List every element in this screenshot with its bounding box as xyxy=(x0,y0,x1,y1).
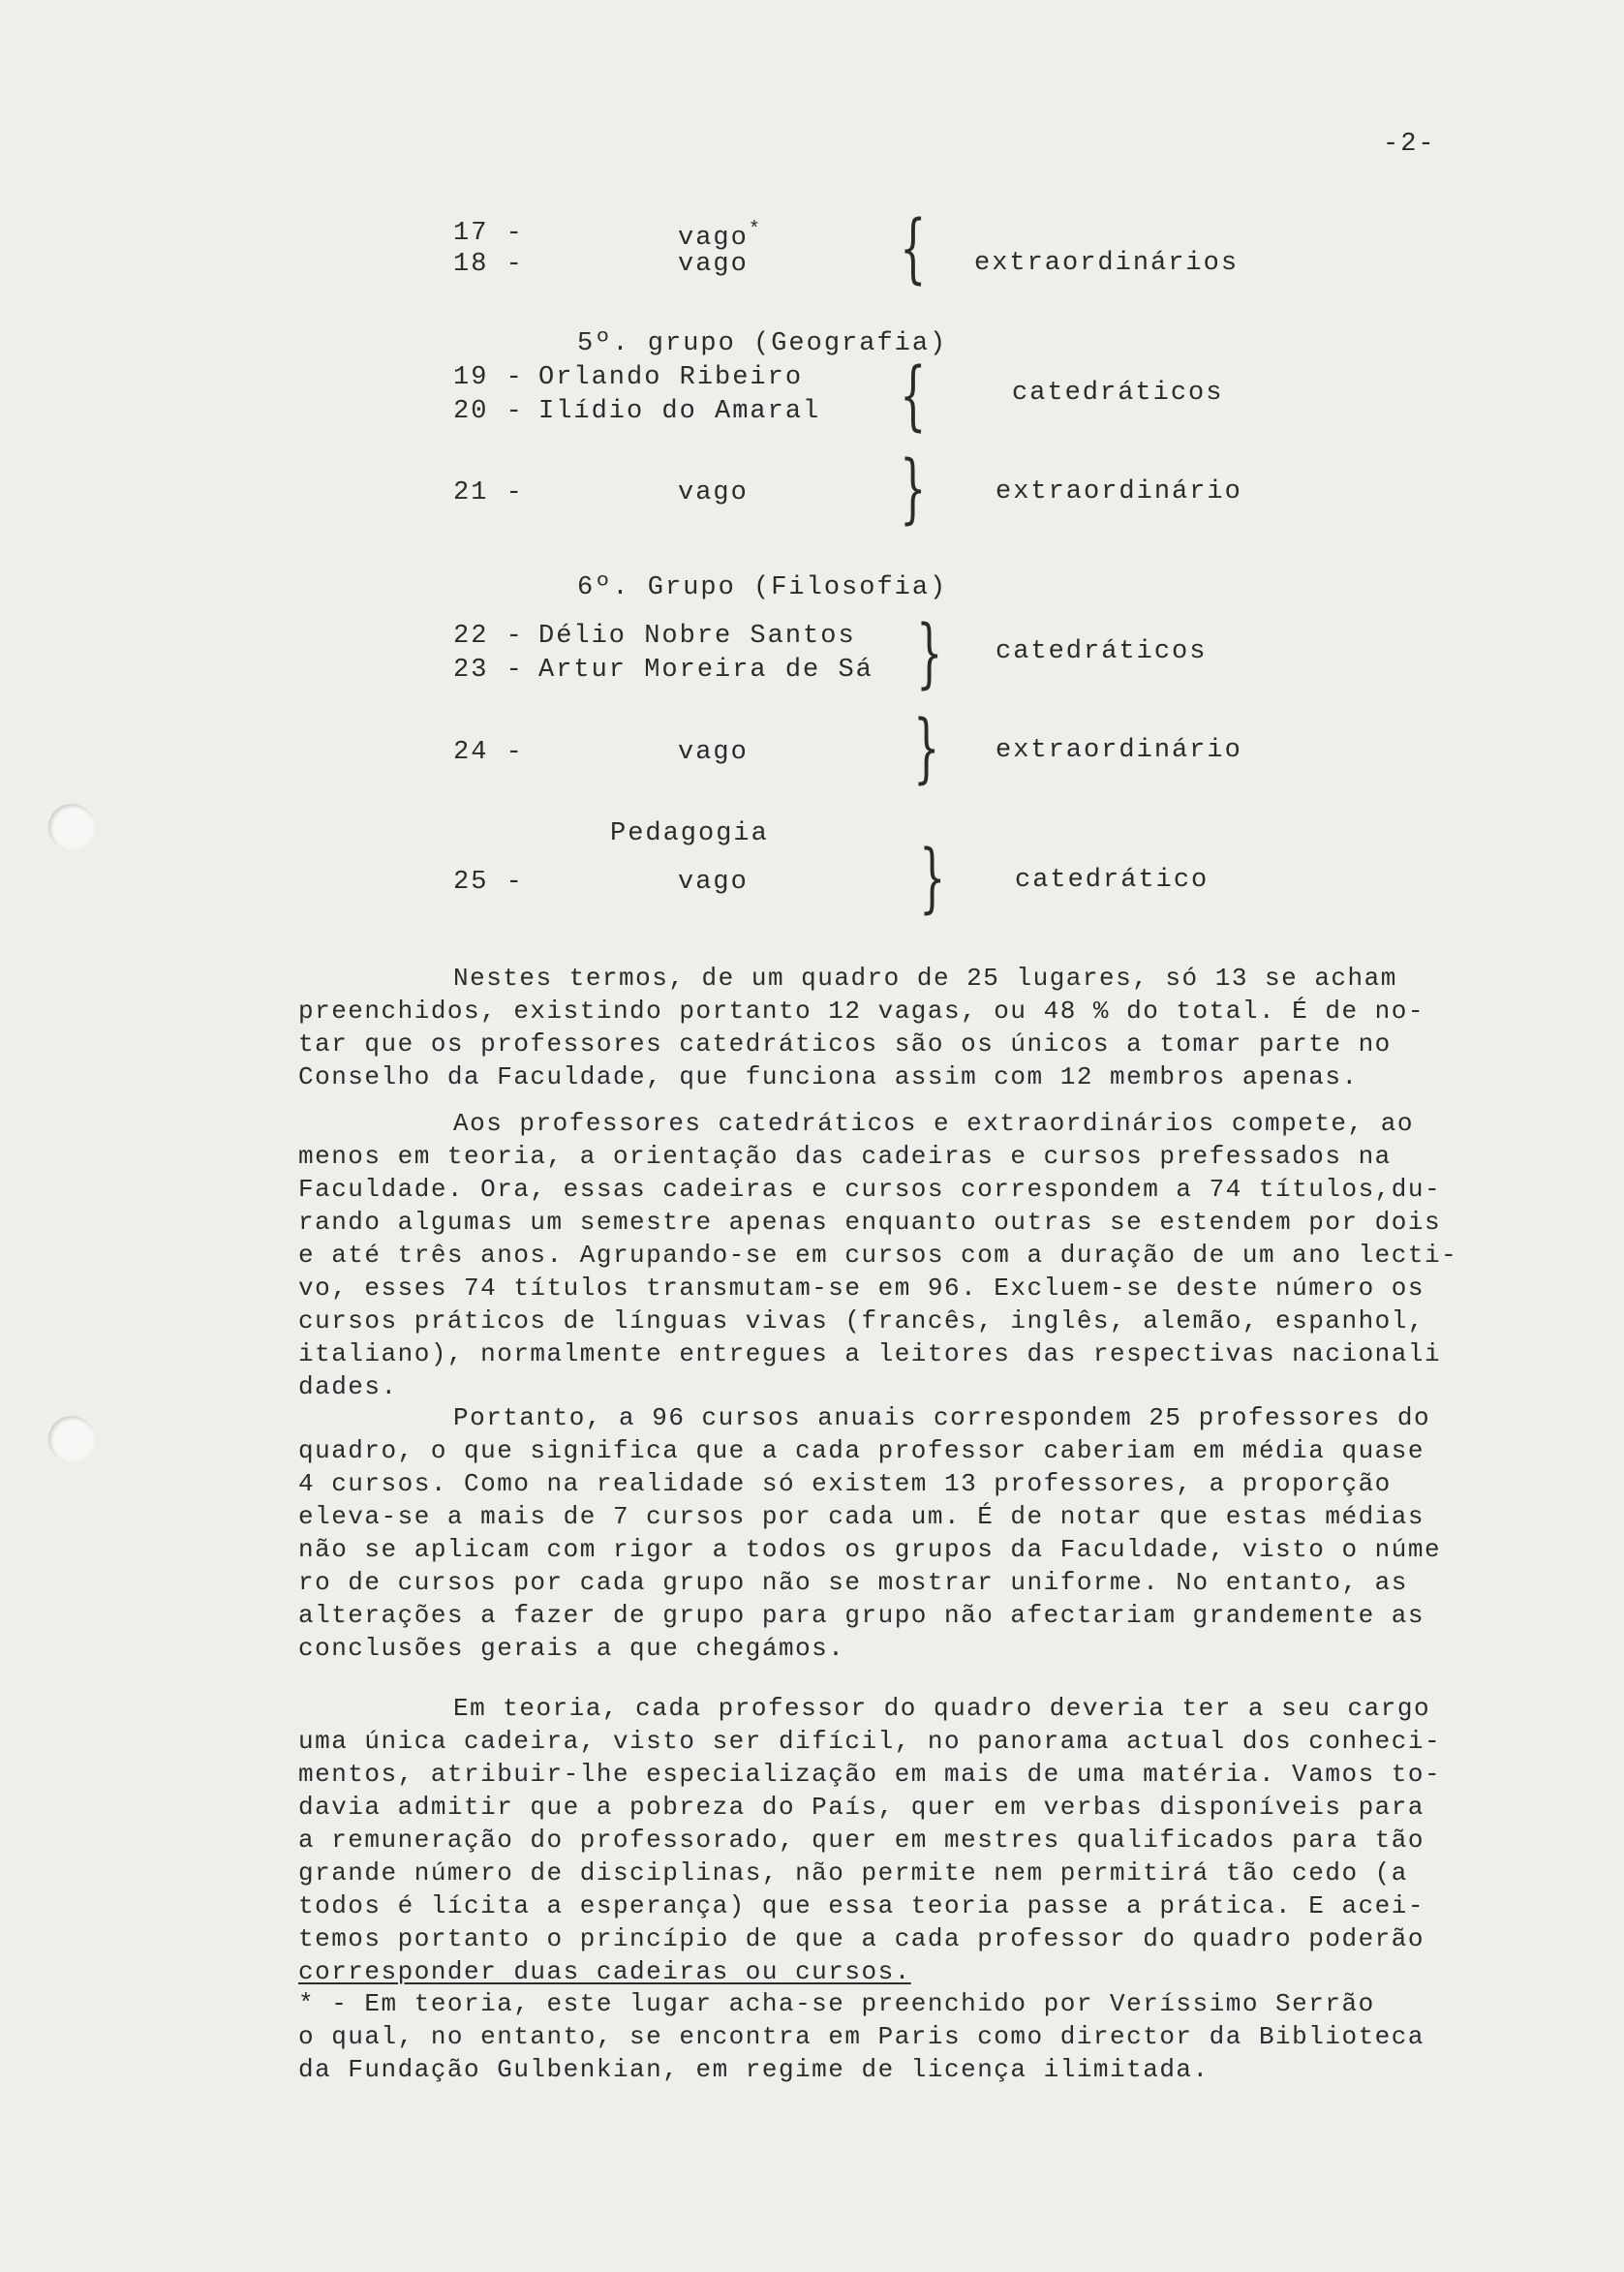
text-line: preenchidos, existindo portanto 12 vagas, ou 48 % do total. É de no- xyxy=(298,997,1425,1026)
brace: } xyxy=(919,835,946,922)
entry-name: vago xyxy=(678,478,749,507)
entry-num: 18 - xyxy=(453,250,524,279)
text-line: Faculdade. Ora, essas cadeiras e cursos correspondem a 74 títulos,du- xyxy=(298,1175,1442,1204)
entry-name: vago xyxy=(678,868,749,897)
entry-num: 20 - xyxy=(453,397,524,426)
text-line: alterações a fazer de grupo para grupo não afectariam grandemente as xyxy=(298,1601,1425,1630)
brace: } xyxy=(916,610,943,697)
paragraph xyxy=(298,1692,1504,1988)
text-line: grande número de disciplinas, não permite nem permitirá tão cedo (a xyxy=(298,1858,1408,1888)
page-number: -2- xyxy=(1383,130,1436,159)
text-line: cursos práticos de línguas vivas (francês, inglês, alemão, espanhol, xyxy=(298,1306,1425,1336)
text-line: * - Em teoria, este lugar acha-se preenchido por Veríssimo Serrão xyxy=(298,1989,1375,2018)
entry-name: vago xyxy=(678,738,749,767)
brace: { xyxy=(900,205,927,292)
text-line: eleva-se a mais de 7 cursos por cada um. É de notar que estas médias xyxy=(298,1502,1425,1531)
text-line: o qual, no entanto, se encontra em Paris como director da Biblioteca xyxy=(298,2022,1425,2051)
text-line: não se aplicam com rigor a todos os grupos da Faculdade, visto o núme xyxy=(298,1535,1442,1564)
status-label: catedrático xyxy=(1015,866,1210,895)
text-line: uma única cadeira, visto ser difícil, no panorama actual dos conheci- xyxy=(298,1727,1442,1756)
group-heading: 5º. grupo (Geografia) xyxy=(577,329,948,358)
footnote xyxy=(298,1987,1504,2086)
entry-name: vago* xyxy=(678,219,762,253)
text-line: 4 cursos. Como na realidade só existem 13 professores, a proporção xyxy=(298,1469,1392,1498)
entry-name: Ilídio do Amaral xyxy=(538,397,821,426)
text-line: Portanto, a 96 cursos anuais correspondem 25 professores do xyxy=(453,1403,1431,1432)
text-line: Nestes termos, de um quadro de 25 lugares, só 13 se acham xyxy=(453,964,1397,993)
text-line: davia admitir que a pobreza do País, quer em verbas disponíveis para xyxy=(298,1793,1425,1822)
text-line: rando algumas um semestre apenas enquanto outras se estendem por dois xyxy=(298,1208,1442,1237)
entry-name: Artur Moreira de Sá xyxy=(538,656,873,685)
status-label: extraordinários xyxy=(974,249,1240,278)
text-line: da Fundação Gulbenkian, em regime de licença ilimitada. xyxy=(298,2055,1210,2084)
paragraph xyxy=(298,962,1504,1093)
entry-num: 24 - xyxy=(453,738,524,767)
paragraph xyxy=(298,1401,1504,1665)
group-heading: Pedagogia xyxy=(610,819,769,848)
brace: } xyxy=(900,445,927,533)
status-label: catedráticos xyxy=(1012,379,1224,408)
entry-name: Orlando Ribeiro xyxy=(538,363,804,392)
entry-num: 19 - xyxy=(453,363,524,392)
text-line: mentos, atribuir-lhe especialização em mais de uma matéria. Vamos to- xyxy=(298,1760,1442,1789)
text-line: quadro, o que significa que a cada professor caberiam em média quase xyxy=(298,1436,1425,1465)
status-label: catedráticos xyxy=(996,637,1208,666)
text-line: temos portanto o princípio de que a cada professor do quadro poderão xyxy=(298,1924,1425,1953)
entry-name: vago xyxy=(678,250,749,279)
status-label: extraordinário xyxy=(996,736,1242,765)
brace: } xyxy=(913,705,940,792)
status-label: extraordinário xyxy=(996,477,1242,507)
text-line: e até três anos. Agrupando-se em cursos com a duração de um ano lecti- xyxy=(298,1241,1458,1270)
text-line: dades. xyxy=(298,1372,398,1401)
paragraph xyxy=(298,1107,1504,1403)
entry-name: Délio Nobre Santos xyxy=(538,622,856,651)
entry-num: 17 - xyxy=(453,219,524,248)
text-line: todos é lícita a esperança) que essa teoria passe a prática. E acei- xyxy=(298,1891,1425,1920)
punch-hole xyxy=(48,804,95,850)
text-line: italiano), normalmente entregues a leitores das respectivas nacionali xyxy=(298,1339,1442,1368)
punch-hole xyxy=(48,1416,95,1462)
text-line: vo, esses 74 títulos transmutam-se em 96. Excluem-se deste número os xyxy=(298,1274,1425,1303)
text-line: a remuneração do professorado, quer em mestres qualificados para tão xyxy=(298,1826,1425,1855)
text-line: conclusões gerais a que chegámos. xyxy=(298,1634,845,1663)
entry-num: 25 - xyxy=(453,868,524,897)
text-line: ro de cursos por cada grupo não se mostrar uniforme. No entanto, as xyxy=(298,1568,1408,1597)
text-line: tar que os professores catedráticos são os únicos a tomar parte no xyxy=(298,1029,1392,1059)
brace: { xyxy=(900,353,927,440)
entry-num: 23 - xyxy=(453,656,524,685)
group-heading: 6º. Grupo (Filosofia) xyxy=(577,573,948,602)
entry-num: 22 - xyxy=(453,622,524,651)
text-line: corresponder duas cadeiras ou cursos. xyxy=(298,1957,911,1986)
text-line: Em teoria, cada professor do quadro deveria ter a seu cargo xyxy=(453,1694,1431,1723)
text-line: Conselho da Faculdade, que funciona assim com 12 membros apenas. xyxy=(298,1062,1359,1091)
entry-num: 21 - xyxy=(453,478,524,507)
text-line: menos em teoria, a orientação das cadeiras e cursos prefessados na xyxy=(298,1142,1392,1171)
footnote-marker: * xyxy=(748,219,762,241)
text-line: Aos professores catedráticos e extraordinários compete, ao xyxy=(453,1109,1414,1138)
